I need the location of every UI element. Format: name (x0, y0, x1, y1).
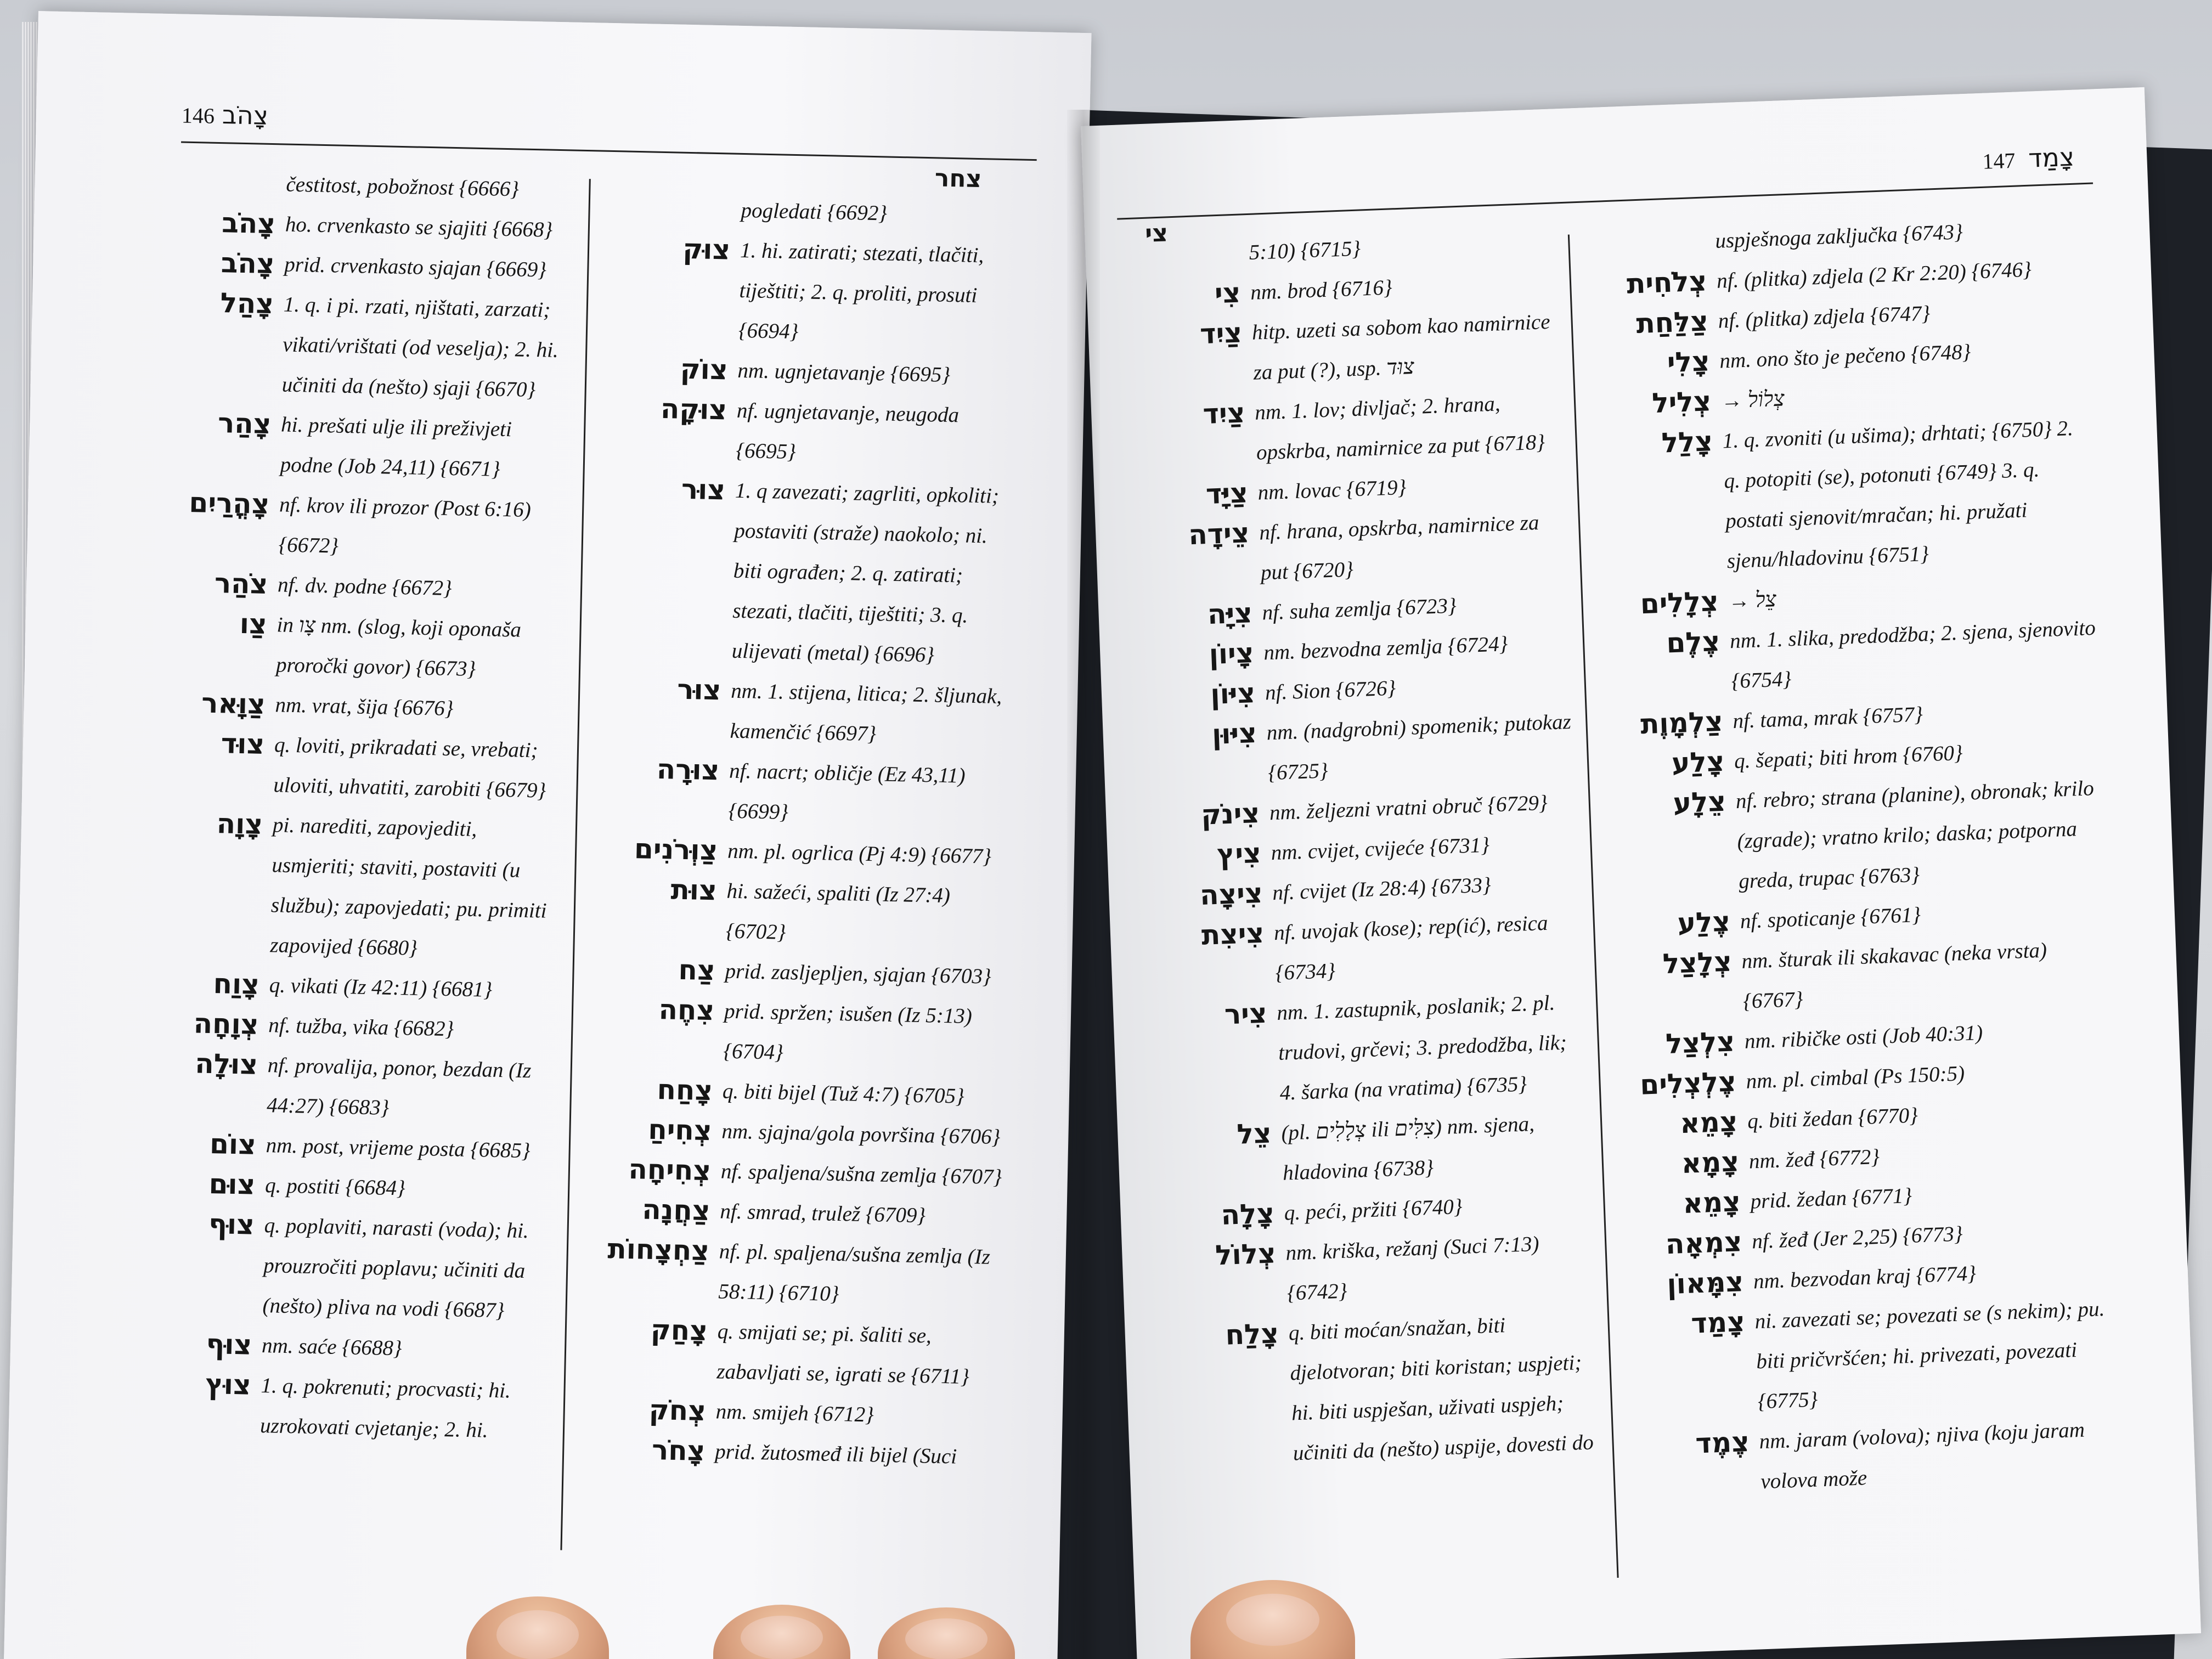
entry-definition: prid. spržen; isušen (Iz 5:13) {6704} (723, 999, 973, 1064)
entry-headword: צַיִד (1199, 317, 1243, 351)
entry-definition: nf. uvojak (kose); rep(ić), resica {6734} (1273, 911, 1549, 985)
entry-headword: צְוָחָה (193, 1007, 259, 1041)
left-column-2 (579, 188, 1028, 1478)
dictionary-entry (587, 988, 1011, 1077)
entry-headword: צֵל (1236, 1117, 1272, 1150)
dictionary-entry (161, 1043, 552, 1131)
entry-headword: צִיצִת (1200, 917, 1265, 951)
entry-definition: nm. sjajna/gola površina {6706} (721, 1119, 1001, 1149)
entry-definition: nm. 1. slika, predodžba; 2. sjena, sjenovito {6754} (1729, 616, 2096, 693)
entry-headword: צָלַח (1224, 1317, 1279, 1351)
entry-headword: צָוַח (213, 968, 260, 1001)
page-number: 146 (181, 103, 215, 128)
entry-definition: q. biti žedan {6770} (1747, 1103, 1918, 1133)
entry-headword: צְלוֹל (1215, 1237, 1277, 1272)
left-page (4, 11, 1092, 1659)
entry-headword: צַחְצָחוֹת (607, 1233, 710, 1267)
right-page (1081, 87, 2201, 1659)
entry-definition: q. smijati se; pi. šaliti se, zabavljati se, igrati se {6711} (716, 1319, 970, 1389)
dictionary-entry (1599, 768, 2108, 906)
entry-definition: nm. šturak ili skakavac (neka vrsta) {6767} (1741, 938, 2047, 1013)
entry-headword: צֹהַר (214, 567, 268, 600)
entry-definition: nm. bezvodna zemlja {6724} (1263, 632, 1508, 665)
entry-definition: nm. 1. zastupnik, poslanik; 2. pl. trudovi, grčevi; 3. predodžba, lik; 4. šarka (na vratima) {6735} (1276, 991, 1567, 1105)
entry-headword: צַוָּאר (201, 687, 266, 720)
entry-definition: q. biti bijel (Tuž 4:7) {6705} (722, 1079, 965, 1108)
entry-definition: nm. ribičke osti (Job 40:31) (1744, 1020, 1983, 1053)
entry-definition: nm. kriška, režanj (Suci 7:13) {6742} (1285, 1232, 1540, 1305)
entry-definition: q. poplaviti, narasti (voda); hi. prouzročiti poplavu; učiniti da (nešto) pliva na vodi {6687} (262, 1214, 529, 1323)
entry-definition: nf. cvijet (Iz 28:4) {6733} (1272, 873, 1492, 905)
entry-definition: nm. jaram (volova); njiva (koju jaram volova može (1758, 1418, 2085, 1494)
entry-headword: צוּת (670, 873, 718, 907)
dictionary-entry (1618, 1288, 2126, 1427)
entry-definition: prid. zasljepljen, sjajan {6703} (725, 959, 992, 989)
entry-definition: 1. q zavezati; zagrliti, opkoliti; postaviti (straže) naokolo; ni. biti ograđen; 2. q. zatirati; stezati, tlačiti, tiještiti; 3. q. ulijevati (metal) {6696} (731, 478, 1000, 667)
entry-headword: צְחֹק (648, 1393, 707, 1427)
fingernail (741, 1616, 823, 1659)
entry-headword: צַחֲנָה (641, 1193, 711, 1227)
entry-headword: צַוְּרֹנִים (634, 833, 718, 867)
page-number: 147 (1982, 148, 2016, 174)
entry-definition: pogledati {6692} (741, 198, 888, 225)
left-column-1 (154, 162, 570, 1451)
entry-definition: nf. pl. spaljena/sušna zemlja (Iz 58:11) {6710} (718, 1239, 991, 1306)
entry-definition: nm. ono što je pečeno {6748} (1719, 340, 1971, 373)
entry-definition: nm. cvijet, cvijeće {6731} (1270, 833, 1490, 865)
entry-definition: nf. dv. podne {6672} (277, 573, 453, 601)
entry-headword: צִיר (1223, 997, 1268, 1031)
entry-definition: ho. crvenkasto se sjajiti {6668} (285, 212, 553, 242)
entry-definition: q. postiti {6684} (264, 1173, 406, 1200)
entry-definition: nm. željezni vratni obruč {6729} (1269, 791, 1548, 825)
entry-headword: צָלַל (1661, 425, 1713, 459)
entry-headword: צְלָצַל (1662, 945, 1733, 980)
entry-headword: צָחֹר (651, 1434, 706, 1468)
dictionary-entry (1147, 702, 1577, 797)
entry-definition: nf. krov ili prozor (Post 6:16) {6672} (278, 493, 532, 558)
entry-definition: (pl. צְלָלִים ili צִלִּים) nm. sjena, hladovina {6738} (1280, 1111, 1535, 1185)
entry-definition: prid. žedan {6771} (1750, 1183, 1912, 1214)
entry-definition: prid. crvenkasto sjajan {6669} (284, 252, 547, 282)
left-page-header (182, 99, 269, 131)
entry-headword: צוּקָה (660, 392, 727, 426)
entry-definition: nm. 1. lov; divljač; 2. hrana, opskrba, namirnice za put {6718} (1254, 392, 1545, 465)
entry-definition: nm. lovac {6719} (1257, 475, 1407, 505)
fingernail (905, 1618, 988, 1659)
entry-headword: צָלַע (1671, 745, 1725, 780)
entry-headword: צָלִי (1666, 345, 1711, 379)
dictionary-entry (600, 388, 1024, 477)
dictionary-entry (580, 1308, 1005, 1397)
dictionary-entry (1586, 408, 2096, 586)
entry-headword: צַו (239, 607, 268, 640)
entry-definition: nm. saće {6688} (261, 1334, 402, 1361)
entry-headword: צוּר (681, 473, 726, 506)
dictionary-entry (176, 282, 567, 410)
entry-headword: צַיָּד (1205, 477, 1249, 511)
dictionary-entry (1154, 902, 1584, 997)
entry-definition: → צְלוֹל (1720, 387, 1785, 413)
dictionary-entry (167, 723, 558, 811)
entry-headword: צוּרָה (656, 753, 720, 787)
entry-headword: צַח (678, 953, 716, 987)
entry-definition: 1. hi. zatirati; stezati, tlačiti, tiještiti; 2. q. proliti, prosuti {6694} (738, 238, 984, 344)
entry-definition: nf. (plitka) zdjela {6747} (1718, 301, 1931, 333)
entry-definition: nf. suha zemlja {6723} (1261, 594, 1457, 625)
entry-headword: צְחִיחָה (628, 1153, 712, 1187)
entry-headword: צוּק (682, 233, 731, 266)
entry-definition: nf. Sion {6726} (1265, 676, 1396, 705)
entry-headword (180, 162, 286, 164)
entry-definition: nm. bezvodan kraj {6774} (1753, 1261, 1977, 1294)
entry-headword: צוּר (676, 673, 721, 707)
entry-definition: nm. (nadgrobni) spomenik; putokaz {6725} (1266, 709, 1572, 785)
entry-headword: צִיָּה (1206, 597, 1253, 631)
entry-headword: צִמְאָה (1664, 1226, 1743, 1261)
entry-definition: q. loviti, prikradati se, vrebati; uloviti, uhvatiti, zarobiti {6679} (273, 733, 546, 803)
entry-definition: nf. žeđ (Jer 2,25) {6773} (1751, 1222, 1963, 1254)
header-rule (181, 141, 1037, 161)
entry-definition: q. vikati (Iz 42:11) {6681} (269, 973, 493, 1002)
entry-definition: čestitost, pobožnost {6666} (286, 172, 520, 201)
entry-definition: nf. hrana, opskrba, namirnice za put {6720} (1259, 510, 1540, 585)
entry-headword: צָוָה (216, 808, 263, 840)
entry-headword: צְחִיחַ (647, 1113, 713, 1147)
entry-headword: צְלָלִים (1639, 585, 1719, 620)
entry-definition: nm. vrat, šija {6676} (275, 693, 454, 721)
entry-definition: q. biti moćan/snažan, biti djelotvoran; biti koristan; uspjeti; hi. biti uspješan, uživati uspjeh; učiniti da (nešto) uspije, dovesti do (1288, 1313, 1594, 1465)
entry-headword (1578, 221, 1714, 226)
entry-definition: nm. 1. stijena, litica; 2. šljunak, kamenčić {6697} (730, 679, 1002, 746)
dictionary-entry (1156, 981, 1589, 1117)
entry-headword: צָהַל (220, 287, 274, 320)
dictionary-entry (595, 468, 1022, 677)
entry-headword: צֶלְצְלִים (1639, 1065, 1737, 1101)
entry-definition: pi. narediti, zapovjediti, usmjeriti; staviti, postaviti (u službu); zapovjedati; pu. primiti zapovijed {6680} (269, 813, 547, 960)
entry-headword: צָמֵא (1682, 1186, 1741, 1220)
dictionary-entry (592, 748, 1016, 837)
dictionary-entry (1169, 1302, 1602, 1477)
entry-headword: צוּף (208, 1207, 255, 1241)
dictionary-entry (602, 228, 1026, 357)
entry-headword: צָמָא (1680, 1146, 1740, 1180)
entry-definition: nf. provalija, ponor, bezdan (Iz 44:27) {6683} (266, 1053, 532, 1120)
dictionary-entry (594, 668, 1018, 757)
entry-definition: nm. smijeh {6712} (715, 1400, 874, 1427)
dictionary-entry (172, 482, 563, 571)
entry-headword: צַיִד (1202, 397, 1246, 431)
entry-headword: צִינֹק (1200, 797, 1261, 831)
entry-headword: צִחֶה (658, 994, 715, 1027)
fingernail (496, 1610, 579, 1659)
entry-definition: 5:10) {6715} (1248, 236, 1361, 264)
entry-headword: צַלְמָוֶת (1640, 705, 1724, 741)
fingernail (1226, 1594, 1319, 1646)
entry-headword: צָמֵא (1679, 1105, 1739, 1140)
entry-definition: 1. q. pokrenuti; procvasti; hi. uzrokovati cvjetanje; 2. hi. (259, 1374, 511, 1442)
entry-definition: 1. q. i pi. rzati, njištati, zarzati; vikati/vrištati (od veselja); 2. hi. učiniti da (nešto) sjaji {6670} (281, 292, 559, 402)
entry-definition: nm. brod {6716} (1250, 275, 1393, 304)
entry-headword: צוֹם (209, 1127, 257, 1161)
entry-headword: צִי (1214, 276, 1242, 310)
entry-headword: צְלֹחִית (1626, 265, 1708, 300)
right-column-2 (1578, 207, 2130, 1506)
entry-definition: nf. ugnjetavanje, neugoda {6695} (736, 398, 960, 464)
entry-definition: nf. (plitka) zdjela (2 Kr 2:20) {6746} (1716, 257, 2032, 293)
entry-definition: nm. žeđ {6772} (1748, 1144, 1880, 1173)
entry-headword: צוּף (206, 1328, 252, 1361)
entry-headword: צוּץ (205, 1368, 252, 1401)
entry-headword: צוּם (208, 1167, 256, 1201)
running-head: צחר (934, 164, 982, 194)
dictionary-entry (154, 1363, 545, 1452)
entry-definition: nm. pl. ogrlica (Pj 4:9) {6677} (727, 839, 992, 868)
entry-headword: צַלַּחַת (1635, 305, 1709, 340)
entry-headword: צְלִיל (1651, 385, 1712, 420)
entry-headword: צֶמֶד (1695, 1425, 1750, 1460)
entry-definition: nf. tužba, vika {6682} (268, 1013, 454, 1041)
entry-headword: צִלְצַל (1665, 1025, 1736, 1060)
entry-definition: hitp. uzeti sa sobom kao namirnice za put (?), usp. צוּד (1251, 309, 1551, 385)
book-gutter (1067, 110, 1100, 1659)
dictionary-entry (1135, 381, 1565, 477)
entry-definition: ni. zavezati se; povezati se (s nekim); pu. biti pričvršćen; hi. privezati, povezati {6775} (1754, 1297, 2105, 1414)
right-page-header (1982, 142, 2075, 175)
entry-definition: in צָו nm. (slog, koji oponaša proročki govor) {6673} (275, 613, 522, 681)
entry-headword: צָהֹב (221, 207, 276, 240)
entry-headword: צָחַק (650, 1313, 708, 1347)
entry-headword: צִיצָה (1199, 877, 1263, 911)
entry-headword: צִיּוּן (1211, 717, 1257, 751)
entry-definition: nm. post, vrijeme posta {6685} (266, 1133, 531, 1163)
entry-definition: 1. q. zvoniti (u ušima); drhtati; {6750} 2. q. potopiti (se), potonuti {6749} 3. q. postati sjenovit/mračan; hi. pružati sjenu/hladovinu {6751} (1722, 416, 2074, 573)
dictionary-entry (582, 1228, 1006, 1317)
entry-headword: צֵידָה (1188, 517, 1250, 551)
dictionary-entry (579, 1429, 1002, 1477)
entry-headword: צָהֳרַיִם (189, 486, 270, 521)
entry-definition: nf. nacrt; obličje (Ez 43,11) {6699} (728, 759, 966, 824)
entry-definition: prid. žutosmeđ ili bijel (Suci (714, 1440, 957, 1469)
running-head: צי (1144, 219, 1169, 248)
entry-headword: צָלָה (1220, 1197, 1275, 1231)
entry-definition: nf. spoticanje {6761} (1740, 902, 1921, 933)
entry-definition: → צֵל (1728, 588, 1777, 613)
entry-definition: q. šepati; biti hrom {6760} (1734, 741, 1963, 774)
dictionary-entry (170, 602, 561, 691)
entry-definition: nm. pl. cimbal (Ps 150:5) (1745, 1062, 1965, 1093)
entry-definition: nm. ugnjetavanje {6695} (737, 358, 951, 387)
entry-headword: צוּלָה (194, 1047, 258, 1081)
entry-definition: uspješnoga zaključka {6743} (1714, 220, 1963, 253)
entry-headword: צִמָּאוֹן (1666, 1266, 1745, 1301)
entry-headword: צָחַח (657, 1074, 713, 1107)
entry-definition: hi. sažeći, spaliti (Iz 27:4) {6702} (725, 879, 951, 944)
entry-headword (605, 188, 741, 190)
dictionary-entry (1139, 501, 1570, 597)
dictionary-entry (1132, 301, 1562, 397)
entry-headword: צָהֹב (221, 247, 275, 280)
entry-definition: q. peći, pržiti {6740} (1284, 1194, 1463, 1225)
dictionary-entry (156, 1203, 548, 1331)
entry-definition: hi. prešati ulje ili preživjeti podne (Job 24,11) {6671} (280, 413, 512, 481)
dictionary-entry (1161, 1102, 1592, 1197)
entry-definition: nf. tama, mrak {6757} (1732, 702, 1923, 733)
dictionary-entry (1165, 1222, 1596, 1317)
entry-definition: nf. smrad, trulež {6709} (720, 1199, 926, 1228)
entry-headword: צִיּוֹן (1210, 677, 1256, 711)
entry-headword: צֵלָע (1672, 785, 1726, 820)
header-word: צָהֹב (222, 100, 269, 131)
entry-headword: צֶלֶם (1666, 625, 1721, 659)
dictionary-entry (174, 402, 565, 490)
entry-headword: צָמַד (1690, 1306, 1746, 1340)
right-column-1 (1128, 221, 1601, 1477)
entry-headword: צֶלַע (1677, 905, 1731, 940)
entry-headword: צִיץ (1216, 837, 1262, 871)
dictionary-entry (589, 868, 1013, 957)
header-word: צָמַד (2028, 142, 2075, 173)
entry-headword: צָהַר (217, 407, 272, 441)
entry-definition: nf. rebro; strana (planine), obronak; krilo (zgrade); vratno krilo; daska; potporna greda, trupac {6763} (1735, 776, 2095, 893)
entry-definition: nf. spaljena/sušna zemlja {6707} (720, 1159, 1002, 1189)
entry-headword: צָיוֹן (1208, 637, 1255, 671)
entry-headword: צוּד (221, 727, 265, 760)
dictionary-entry (164, 803, 557, 971)
entry-headword: צוֹק (680, 353, 729, 386)
